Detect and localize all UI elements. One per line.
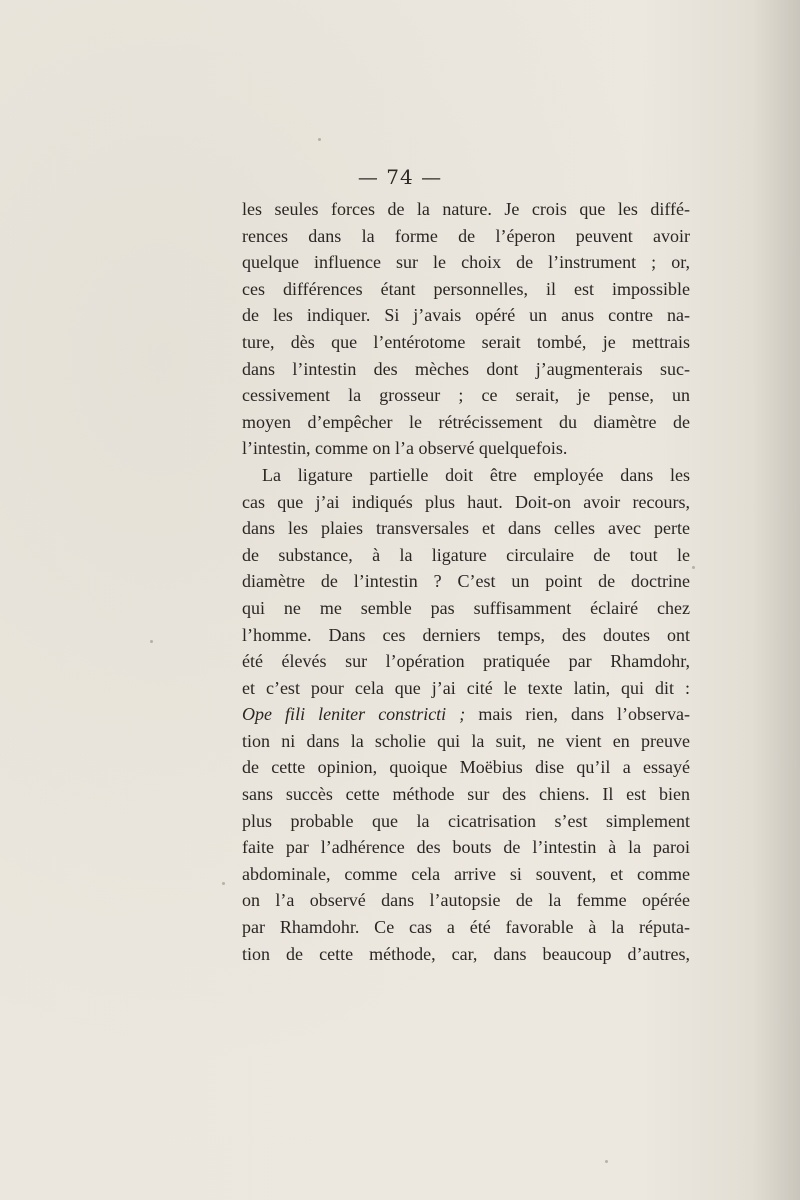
body-text — [242, 196, 690, 967]
text-line: plus probable que la cicatrisation s’est simplement — [242, 810, 690, 831]
latin-quote: Ope fili leniter constricti ; — [242, 704, 466, 725]
text-line-rest: mais rien, dans l’observa- — [465, 704, 690, 725]
text-line: faite par l’adhérence des bouts de l’intestin à la paroi — [242, 837, 690, 858]
text-line: et c’est pour cela que j’ai cité le texte latin, qui dit : — [242, 677, 690, 698]
text-line: tion de cette méthode, car, dans beaucoup d’autres, — [242, 943, 690, 964]
text-line: moyen d’empêcher le rétrécissement du diamètre de — [242, 411, 690, 432]
text-line: de les indiquer. Si j’avais opéré un anus contre na- — [242, 305, 690, 326]
text-line: cas que j’ai indiqués plus haut. Doit-on avoir recours, — [242, 491, 690, 512]
text-line: l’homme. Dans ces derniers temps, des doutes ont — [242, 624, 690, 645]
page-number: — 74 — — [357, 165, 443, 189]
text-line: rences dans la forme de l’éperon peuvent avoir — [242, 225, 690, 246]
text-line: abdominale, comme cela arrive si souvent, et comme — [242, 863, 690, 884]
text-line: par Rhamdohr. Ce cas a été favorable à la réputa- — [242, 917, 690, 938]
text-line: cessivement la grosseur ; ce serait, je pense, un — [242, 385, 690, 406]
text-line: ture, dès que l’entérotome serait tombé, je mettrais — [242, 331, 690, 352]
text-line: les seules forces de la nature. Je crois que les diffé- — [242, 199, 690, 219]
text-line: dans l’intestin des mèches dont j’augmenterais suc- — [242, 358, 690, 379]
text-line: La ligature partielle doit être employée dans les — [262, 464, 690, 485]
text-line: quelque influence sur le choix de l’instrument ; or, — [242, 252, 690, 273]
text-line: on l’a observé dans l’autopsie de la femme opérée — [242, 890, 690, 911]
text-line: dans les plaies transversales et dans celles avec perte — [242, 518, 690, 539]
text-line: ces différences étant personnelles, il est impossible — [242, 278, 690, 299]
text-line: diamètre de l’intestin ? C’est un point de doctrine — [242, 571, 690, 592]
text-line: sans succès cette méthode sur des chiens. Il est bien — [242, 784, 690, 805]
text-line: qui ne me semble pas suffisamment éclairé chez — [242, 597, 690, 618]
text-line — [242, 701, 690, 728]
text-line: tion ni dans la scholie qui la suit, ne vient en preuve — [242, 730, 690, 751]
text-line: l’intestin, comme on l’a observé quelquefois. — [242, 438, 568, 459]
text-line: de substance, à la ligature circulaire de tout le — [242, 544, 690, 565]
text-line: de cette opinion, quoique Moëbius dise qu’il a essayé — [242, 757, 690, 778]
text-line: été élevés sur l’opération pratiquée par Rhamdohr, — [242, 651, 690, 672]
